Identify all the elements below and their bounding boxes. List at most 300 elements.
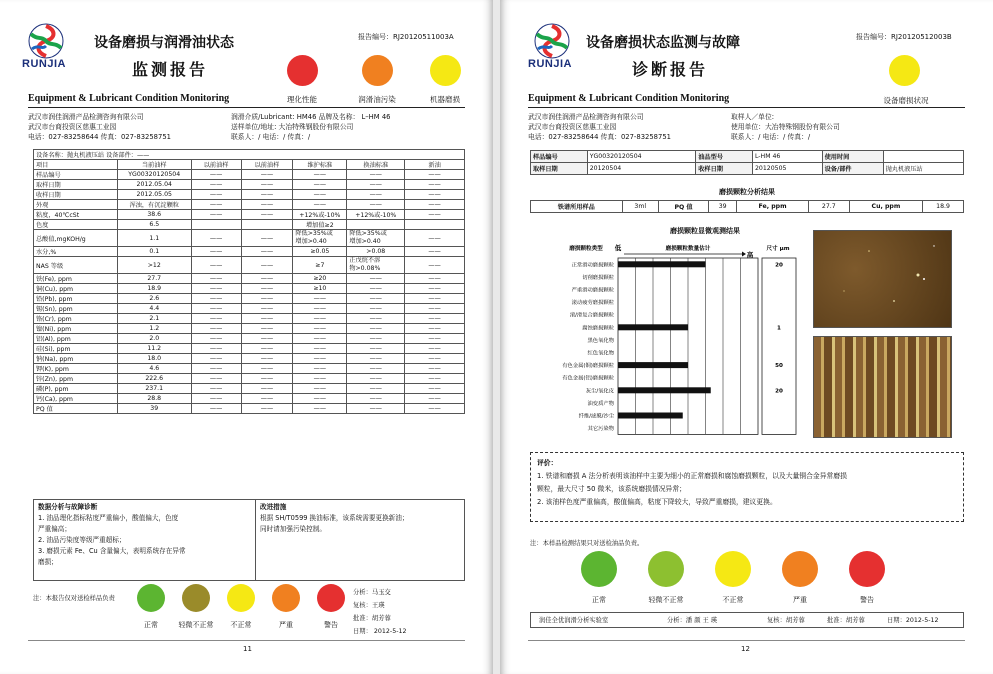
report-date: 日期：2012-5-12 xyxy=(887,617,939,624)
row-value: 浑浊，有沉淀颗粒 xyxy=(117,200,191,210)
row-value: —— xyxy=(347,200,405,210)
client-address: 送样单位/地址: 大冶特殊钢股份有限公司 xyxy=(231,123,354,131)
row-value: —— xyxy=(347,394,405,404)
ferrograph-image-bottom xyxy=(813,336,952,438)
table-row xyxy=(34,230,465,247)
table-row xyxy=(34,324,465,334)
analyst-signature: 分析：潘 颜 王 瑛 xyxy=(667,617,718,624)
row-value: —— xyxy=(191,190,241,200)
row-value: —— xyxy=(191,324,241,334)
row-value: —— xyxy=(405,374,465,384)
lab-info xyxy=(528,112,671,142)
english-title: Equipment & Lubricant Condition Monitoring xyxy=(28,93,230,104)
legend-label: 警告 xyxy=(860,596,874,604)
row-value: —— xyxy=(191,394,241,404)
row-value: —— xyxy=(293,374,347,384)
row-value: —— xyxy=(241,394,293,404)
category-label: 纤维/滤膜/沙尘 xyxy=(578,413,614,420)
row-value: —— xyxy=(347,314,405,324)
analysis-item: 1. 油品理化指标粘度严重偏小，酸值偏大，色度 xyxy=(38,514,179,522)
row-value: —— xyxy=(405,364,465,374)
report-note: 注：本报告仅对送检样品负责 xyxy=(33,595,115,602)
table-row xyxy=(34,180,465,190)
row-value: —— xyxy=(241,404,293,414)
table-row xyxy=(34,384,465,394)
table-row xyxy=(34,374,465,384)
row-value: —— xyxy=(191,180,241,190)
particle-specks xyxy=(814,231,953,329)
field-label: 油品型号 xyxy=(696,151,753,163)
analysis-item: 2. 油品污染度等级严重超标； xyxy=(38,536,126,544)
particle-analysis-table xyxy=(530,200,964,213)
row-label: 取样日期 xyxy=(34,180,118,190)
table-row xyxy=(34,364,465,374)
row-value: —— xyxy=(241,274,293,284)
row-value: —— xyxy=(191,170,241,180)
approver-signature: 批准：胡芳蓉 xyxy=(353,615,391,622)
measures-box xyxy=(256,500,464,580)
evaluation-box xyxy=(530,452,964,522)
row-value: —— xyxy=(241,190,293,200)
row-value: —— xyxy=(191,404,241,414)
legend-label: 轻微不正常 xyxy=(178,621,214,629)
row-value: —— xyxy=(191,284,241,294)
legend-label: 不正常 xyxy=(722,596,744,604)
column-header: 维护标准 xyxy=(293,160,347,170)
row-value: +12%或-10% xyxy=(347,210,405,220)
row-value: ≥20 xyxy=(293,274,347,284)
row-value: 4.6 xyxy=(117,364,191,374)
row-value: —— xyxy=(191,354,241,364)
row-value: —— xyxy=(241,334,293,344)
value-header: 磨损颗粒数量估计 xyxy=(665,246,711,252)
wear-particle-chart xyxy=(556,238,806,442)
row-label: NAS 等级 xyxy=(34,257,118,274)
row-label: 钙(Ca), ppm xyxy=(34,394,118,404)
table-row xyxy=(531,151,964,163)
row-value: —— xyxy=(293,404,347,414)
row-value: —— xyxy=(191,200,241,210)
row-value: —— xyxy=(405,274,465,284)
row-value: —— xyxy=(347,334,405,344)
status-label-wear-condition: 设备磨损状况 xyxy=(883,96,929,105)
row-value: —— xyxy=(241,180,293,190)
row-value: 4.4 xyxy=(117,304,191,314)
row-value xyxy=(347,220,405,230)
row-value xyxy=(191,220,241,230)
category-label: 滚动疲劳磨损颗粒 xyxy=(571,300,614,307)
field-value: 18.9 xyxy=(923,201,964,213)
column-header: 以前油样 xyxy=(191,160,241,170)
field-label: 取样日期 xyxy=(531,163,588,175)
table-row xyxy=(34,344,465,354)
test-results-table xyxy=(33,149,465,414)
lab-name-footer: 润佳全优润滑分析实验室 xyxy=(539,617,609,624)
row-value: —— xyxy=(241,170,293,180)
row-value: —— xyxy=(191,314,241,324)
english-title: Equipment & Lubricant Condition Monitoring xyxy=(528,93,730,104)
column-header: 换油标准 xyxy=(347,160,405,170)
category-label: 红色氧化物 xyxy=(587,350,614,357)
row-value xyxy=(405,220,465,230)
row-label: 硅(Si), ppm xyxy=(34,344,118,354)
row-value: 0.1 xyxy=(117,247,191,257)
legend-dot-0 xyxy=(581,551,617,587)
brand-name: RUNJIA xyxy=(22,58,66,70)
analysis-item: 3. 磨损元素 Fe、Cu 含量偏大，表明系统存在异常 xyxy=(38,547,186,555)
scale-arrow-head xyxy=(742,252,746,257)
legend-label: 警告 xyxy=(324,621,338,629)
row-value: —— xyxy=(347,180,405,190)
row-value: 18.9 xyxy=(117,284,191,294)
row-value: —— xyxy=(241,354,293,364)
row-value: —— xyxy=(293,364,347,374)
field-value: 抛丸机液压站 xyxy=(883,163,963,175)
row-value: —— xyxy=(405,344,465,354)
field-label: Fe, ppm xyxy=(737,201,809,213)
table-row xyxy=(34,200,465,210)
row-value: —— xyxy=(347,324,405,334)
status-label-wear: 机器磨损 xyxy=(430,95,460,104)
row-value: —— xyxy=(241,294,293,304)
evaluation-line-1: 1. 铁谱和磨损 A 法分析表明该油样中主要为细小的正常磨损和腐蚀磨损颗粒，以及大量铜合金异常磨损 xyxy=(537,472,847,480)
category-label: 黑色氧化物 xyxy=(587,337,614,344)
row-value: —— xyxy=(293,180,347,190)
table-row xyxy=(531,163,964,175)
category-label: 有色金属(铜)磨损颗粒 xyxy=(562,363,614,370)
report-title-line2: 诊断报告 xyxy=(632,60,709,79)
row-value: —— xyxy=(405,354,465,364)
field-value: 20120504 xyxy=(587,163,696,175)
lubricant-info: 润滑介质/Lubricant: HM46 品牌及名称： L–HM 46 xyxy=(231,113,391,121)
row-value: YG00320120504 xyxy=(117,170,191,180)
bar-10 xyxy=(618,387,711,393)
evaluation-line-3: 2. 该油样色度严重偏高，酸值偏高，粘度下降较大，导致严重磨损，建议更换。 xyxy=(537,498,777,506)
status-label-contamination: 润滑油污染 xyxy=(358,95,396,104)
row-value: —— xyxy=(191,294,241,304)
analysis-box xyxy=(34,500,256,580)
row-value: —— xyxy=(293,334,347,344)
sampler-info: 取样人／单位: xyxy=(731,113,775,121)
row-value: —— xyxy=(347,344,405,354)
row-value: —— xyxy=(191,230,241,247)
column-header: 项目 xyxy=(34,160,118,170)
lab-info xyxy=(28,112,171,142)
category-label: 灰尘/氧化皮 xyxy=(585,388,614,395)
header-rule xyxy=(528,107,965,108)
row-value: —— xyxy=(241,384,293,394)
row-label: 铜(Cu), ppm xyxy=(34,284,118,294)
micro-title: 磨损颗粒显微观测结果 xyxy=(670,227,740,235)
row-value: —— xyxy=(241,314,293,324)
bar-0 xyxy=(618,261,706,267)
row-value: —— xyxy=(347,294,405,304)
row-value: —— xyxy=(347,170,405,180)
row-value: 2.6 xyxy=(117,294,191,304)
row-value: —— xyxy=(293,200,347,210)
row-value: —— xyxy=(241,200,293,210)
row-label: 镍(Ni), ppm xyxy=(34,324,118,334)
evaluation-line-2: 颗粒，最大尺寸 50 微米，该系统磨损情况异常； xyxy=(537,485,686,493)
row-value xyxy=(241,220,293,230)
row-value: —— xyxy=(347,384,405,394)
size-label: 20 xyxy=(775,262,783,269)
device-row: 设备名称：抛丸机液压站 设备部件：—— xyxy=(34,150,465,160)
table-row xyxy=(34,257,465,274)
size-header: 尺寸 μm xyxy=(766,246,790,252)
row-value: —— xyxy=(347,354,405,364)
category-label: 正常滑动磨损颗粒 xyxy=(571,262,614,269)
status-dot-contamination xyxy=(362,55,393,86)
field-label: 铁谱所用样品 xyxy=(531,201,623,213)
approver-signature: 批准：胡芳蓉 xyxy=(827,617,865,624)
measures-line-1: 根据 SH/T0599 换油标准，该系统需要更换新油； xyxy=(260,514,409,522)
row-value: —— xyxy=(347,364,405,374)
report-title-line2: 监测报告 xyxy=(132,60,209,79)
status-label-physchem: 理化性能 xyxy=(287,95,317,104)
legend-label: 严重 xyxy=(279,621,293,629)
legend-dot-4 xyxy=(317,584,345,612)
row-value: —— xyxy=(191,274,241,284)
report-number: 报告编号：RJ20120512003B xyxy=(856,33,952,41)
row-value: —— xyxy=(293,170,347,180)
field-label: 设备/部件 xyxy=(822,163,883,175)
reviewer-signature: 复核：胡芳蓉 xyxy=(767,617,805,624)
lab-name: 武汉市润佳润滑产品检测咨询有限公司 xyxy=(528,113,644,121)
row-value: 2012.05.04 xyxy=(117,180,191,190)
legend-dot-2 xyxy=(227,584,255,612)
runjia-logo xyxy=(528,22,578,70)
runjia-logo-icon xyxy=(528,22,576,60)
brand-name: RUNJIA xyxy=(528,58,572,70)
user-unit: 使用单位：大冶特殊钢股份有限公司 xyxy=(731,123,840,131)
row-value: 2.0 xyxy=(117,334,191,344)
row-value: —— xyxy=(293,394,347,404)
row-value: 2012.05.05 xyxy=(117,190,191,200)
row-value: —— xyxy=(405,230,465,247)
row-value: 27.7 xyxy=(117,274,191,284)
legend-label: 正常 xyxy=(144,621,158,629)
legend-label: 严重 xyxy=(793,596,807,604)
field-value xyxy=(883,151,963,163)
row-value: 237.1 xyxy=(117,384,191,394)
row-label: 钾(K), ppm xyxy=(34,364,118,374)
row-value: >0.08 xyxy=(347,247,405,257)
legend-dot-1 xyxy=(182,584,210,612)
row-value: 2.1 xyxy=(117,314,191,324)
legend-label: 轻微不正常 xyxy=(648,596,684,604)
row-label: 钠(Na), ppm xyxy=(34,354,118,364)
field-value: 20120505 xyxy=(752,163,822,175)
table-row xyxy=(34,294,465,304)
runjia-logo xyxy=(22,22,72,70)
page-number: 11 xyxy=(243,645,252,653)
status-dot-physchem xyxy=(287,55,318,86)
status-dot-wear-condition xyxy=(889,55,920,86)
ferrograph-image-top xyxy=(813,230,952,328)
field-value: YG00320120504 xyxy=(587,151,696,163)
row-value: —— xyxy=(293,294,347,304)
row-value: >12 xyxy=(117,257,191,274)
category-label: 腐蚀磨损颗粒 xyxy=(582,325,614,332)
category-label: 严重滑动磨损颗粒 xyxy=(571,287,614,294)
analysis-title: 数据分析与故障诊断 xyxy=(38,503,98,511)
client-info xyxy=(231,112,390,142)
row-value: —— xyxy=(191,374,241,384)
particle-analysis-title: 磨损颗粒分析结果 xyxy=(719,188,775,196)
signature-bar xyxy=(530,612,964,628)
row-label: 铝(Al), ppm xyxy=(34,334,118,344)
lab-name: 武汉市润佳润滑产品检测咨询有限公司 xyxy=(28,113,144,121)
row-value: 28.8 xyxy=(117,394,191,404)
table-row xyxy=(34,304,465,314)
lab-address: 武汉市台商投资区慈惠工业园 xyxy=(28,123,117,131)
row-value: —— xyxy=(405,180,465,190)
row-value: —— xyxy=(191,384,241,394)
status-dot-wear xyxy=(430,55,461,86)
table-row xyxy=(34,210,465,220)
category-label: 切削磨损颗粒 xyxy=(582,274,614,281)
row-value: 1.2 xyxy=(117,324,191,334)
row-value: —— xyxy=(241,257,293,274)
table-row xyxy=(34,404,465,414)
category-label: 滚/滑复合磨损颗粒 xyxy=(569,312,614,319)
row-value: —— xyxy=(293,354,347,364)
size-label: 1 xyxy=(777,325,781,332)
client-contact: 联系人：/ 电话：/ 传真：/ xyxy=(231,133,311,141)
row-value: —— xyxy=(191,364,241,374)
row-value: 222.6 xyxy=(117,374,191,384)
category-label: 油变质产物 xyxy=(587,400,614,407)
row-value: —— xyxy=(405,314,465,324)
report-number: 报告编号：RJ20120511003A xyxy=(358,33,454,41)
table-row xyxy=(34,284,465,294)
bar-5 xyxy=(618,324,688,330)
category-header: 磨损颗粒类型 xyxy=(569,246,603,252)
field-label: PQ 值 xyxy=(658,201,708,213)
row-value: —— xyxy=(241,230,293,247)
report-title-line1: 设备磨损状态监测与故障 xyxy=(586,35,740,51)
field-label: 使用时间 xyxy=(822,151,883,163)
row-value: 增加值≥2 xyxy=(293,220,347,230)
field-value: 3ml xyxy=(622,201,658,213)
sample-info-table xyxy=(530,150,964,175)
row-value: —— xyxy=(405,394,465,404)
field-label: Cu, ppm xyxy=(849,201,922,213)
row-value: 正戊烷不溶 物>0.08% xyxy=(347,257,405,274)
row-label: 锡(Sn), ppm xyxy=(34,304,118,314)
row-value: —— xyxy=(191,344,241,354)
table-row xyxy=(34,274,465,284)
measures-line-2: 同时请加强污染控制。 xyxy=(260,525,326,533)
row-label: 收样日期 xyxy=(34,190,118,200)
row-value: 6.5 xyxy=(117,220,191,230)
row-value: ≥0.05 xyxy=(293,247,347,257)
row-value: 降低>35%或 增加>0.40 xyxy=(293,230,347,247)
row-value: —— xyxy=(293,304,347,314)
row-value: —— xyxy=(241,364,293,374)
row-value: —— xyxy=(347,304,405,314)
category-label: 其它污染物 xyxy=(587,426,614,433)
row-label: 粘度，40℃cSt xyxy=(34,210,118,220)
row-value: —— xyxy=(191,304,241,314)
field-label: 样品编号 xyxy=(531,151,588,163)
row-label: 铁(Fe), ppm xyxy=(34,274,118,284)
row-value: 18.0 xyxy=(117,354,191,364)
row-value: —— xyxy=(405,210,465,220)
row-value: 降低>35%或 增加>0.40 xyxy=(347,230,405,247)
diagnosis-section xyxy=(33,499,465,581)
row-value: —— xyxy=(293,324,347,334)
row-value: —— xyxy=(191,257,241,274)
scale-high-label: 高 xyxy=(746,251,754,259)
row-value: —— xyxy=(405,384,465,394)
row-value: —— xyxy=(347,190,405,200)
table-row xyxy=(34,394,465,404)
row-value: —— xyxy=(405,190,465,200)
analyst-signature: 分析：马玉交 xyxy=(353,589,391,596)
row-value: 39 xyxy=(117,404,191,414)
reviewer-signature: 复核：王瑛 xyxy=(353,602,385,609)
lab-address: 武汉市台商投资区慈惠工业园 xyxy=(528,123,617,131)
measures-title: 改进措施 xyxy=(260,503,287,511)
row-value: —— xyxy=(241,374,293,384)
row-value: —— xyxy=(293,344,347,354)
analysis-item: 严重偏高； xyxy=(38,525,71,533)
row-value: 38.6 xyxy=(117,210,191,220)
row-value: —— xyxy=(191,247,241,257)
row-label: 铅(Pb), ppm xyxy=(34,294,118,304)
report-date: 日期： 2012-5-12 xyxy=(353,628,407,635)
row-value: —— xyxy=(405,294,465,304)
row-value: —— xyxy=(405,200,465,210)
row-value: ≥7 xyxy=(293,257,347,274)
row-value: —— xyxy=(241,284,293,294)
row-value: —— xyxy=(241,210,293,220)
legend-dot-3 xyxy=(782,551,818,587)
lab-phone: 电话：027-83258644 传真：027-83258751 xyxy=(528,133,671,141)
evaluation-title: 评价： xyxy=(537,459,558,467)
legend-label: 正常 xyxy=(592,596,606,604)
row-value: —— xyxy=(405,324,465,334)
row-value: —— xyxy=(347,284,405,294)
category-label: 有色金属(铝)磨损颗粒 xyxy=(562,375,614,382)
table-row xyxy=(34,190,465,200)
table-row xyxy=(34,334,465,344)
report-title-line1: 设备磨损与润滑油状态 xyxy=(94,35,234,51)
row-value: —— xyxy=(191,210,241,220)
row-label: 样品编号 xyxy=(34,170,118,180)
row-value: —— xyxy=(241,247,293,257)
table-row xyxy=(34,170,465,180)
row-value: —— xyxy=(405,404,465,414)
client-info xyxy=(731,112,840,142)
row-value: —— xyxy=(293,314,347,324)
runjia-logo-icon xyxy=(22,22,70,60)
page-number: 12 xyxy=(741,645,750,653)
row-value: 11.2 xyxy=(117,344,191,354)
legend-dot-1 xyxy=(648,551,684,587)
table-row xyxy=(34,220,465,230)
row-value: —— xyxy=(405,304,465,314)
row-value: +12%或-10% xyxy=(293,210,347,220)
row-label: 总酸值,mgKOH/g xyxy=(34,230,118,247)
field-label: 收样日期 xyxy=(696,163,753,175)
row-value: —— xyxy=(405,247,465,257)
analysis-item: 磨损； xyxy=(38,558,58,566)
row-label: 色度 xyxy=(34,220,118,230)
row-value: —— xyxy=(347,404,405,414)
